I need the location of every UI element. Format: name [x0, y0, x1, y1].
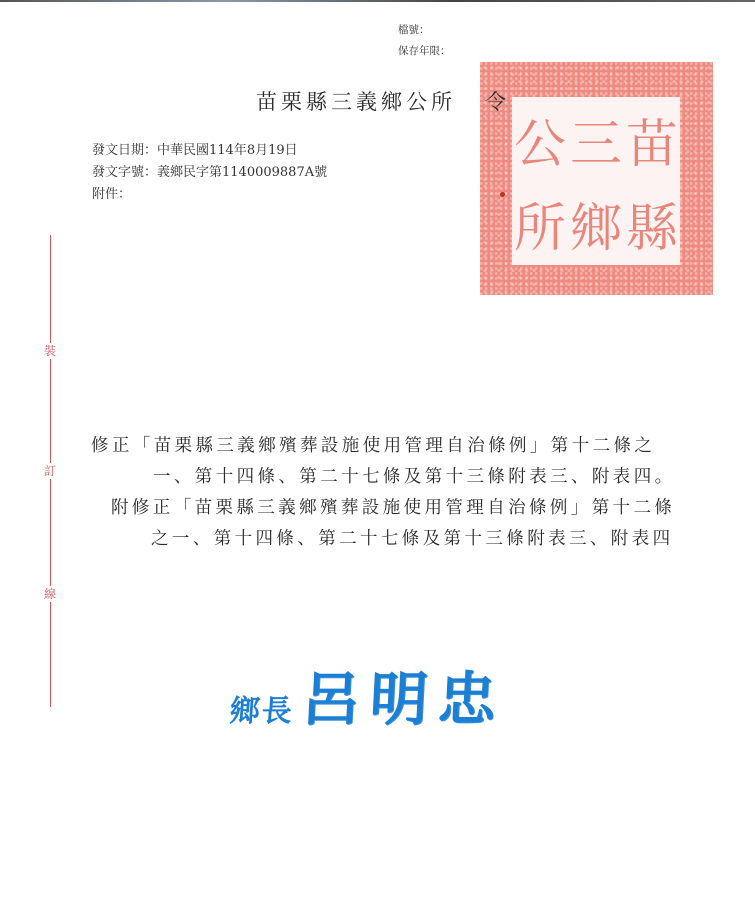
seal-char: 三: [570, 114, 623, 175]
binding-char-xian: 線: [43, 587, 56, 601]
seal-inner: [512, 97, 680, 265]
doc-number-value: 義鄉民字第1140009887A號: [157, 165, 328, 180]
body-line: 一、第十四條、第二十七條及第十三條附表三、附表四。: [153, 467, 676, 487]
signature-title: 鄉長: [228, 694, 295, 729]
binding-char-ding: 訂: [43, 464, 56, 478]
signature-name: 呂明忠: [299, 665, 508, 733]
scan-top-edge: [0, 0, 755, 2]
issue-date-label: 發文日期：: [92, 143, 158, 158]
seal-char: 公: [514, 114, 567, 175]
binding-char-zhuang: 裝: [43, 344, 56, 358]
seal-char: 苗: [626, 114, 679, 175]
file-meta: [398, 20, 454, 62]
doc-info: [92, 140, 327, 206]
attachment-label: 附件：: [92, 187, 132, 202]
official-seal: [480, 62, 713, 295]
retention-row: [398, 41, 454, 62]
doc-number-row: [92, 162, 327, 184]
seal-char: 鄉: [570, 198, 623, 259]
doc-type: 令: [485, 90, 506, 114]
seal-mark: [500, 192, 505, 197]
signature-stamp: [230, 652, 506, 736]
attachment-row: [92, 184, 327, 206]
issue-date-value: 中華民國114年8月19日: [157, 143, 298, 158]
file-number-label: 檔號：: [398, 24, 430, 36]
agency-title: 苗栗縣三義鄉公所: [256, 90, 456, 114]
doc-number-label: 發文字號：: [92, 165, 158, 180]
body-line: 附修正「苗栗縣三義鄉殯葬設施使用管理自治條例」第十二條: [111, 498, 676, 518]
body-line: 修正「苗栗縣三義鄉殯葬設施使用管理自治條例」第十二條之: [91, 436, 656, 456]
body-line: 之一、第十四條、第二十七條及第十三條附表三、附表四: [151, 529, 674, 549]
file-number-row: [398, 20, 454, 41]
retention-label: 保存年限：: [398, 45, 451, 57]
seal-char: 所: [514, 198, 567, 259]
seal-char: 縣: [626, 198, 679, 259]
issue-date-row: [92, 140, 327, 162]
